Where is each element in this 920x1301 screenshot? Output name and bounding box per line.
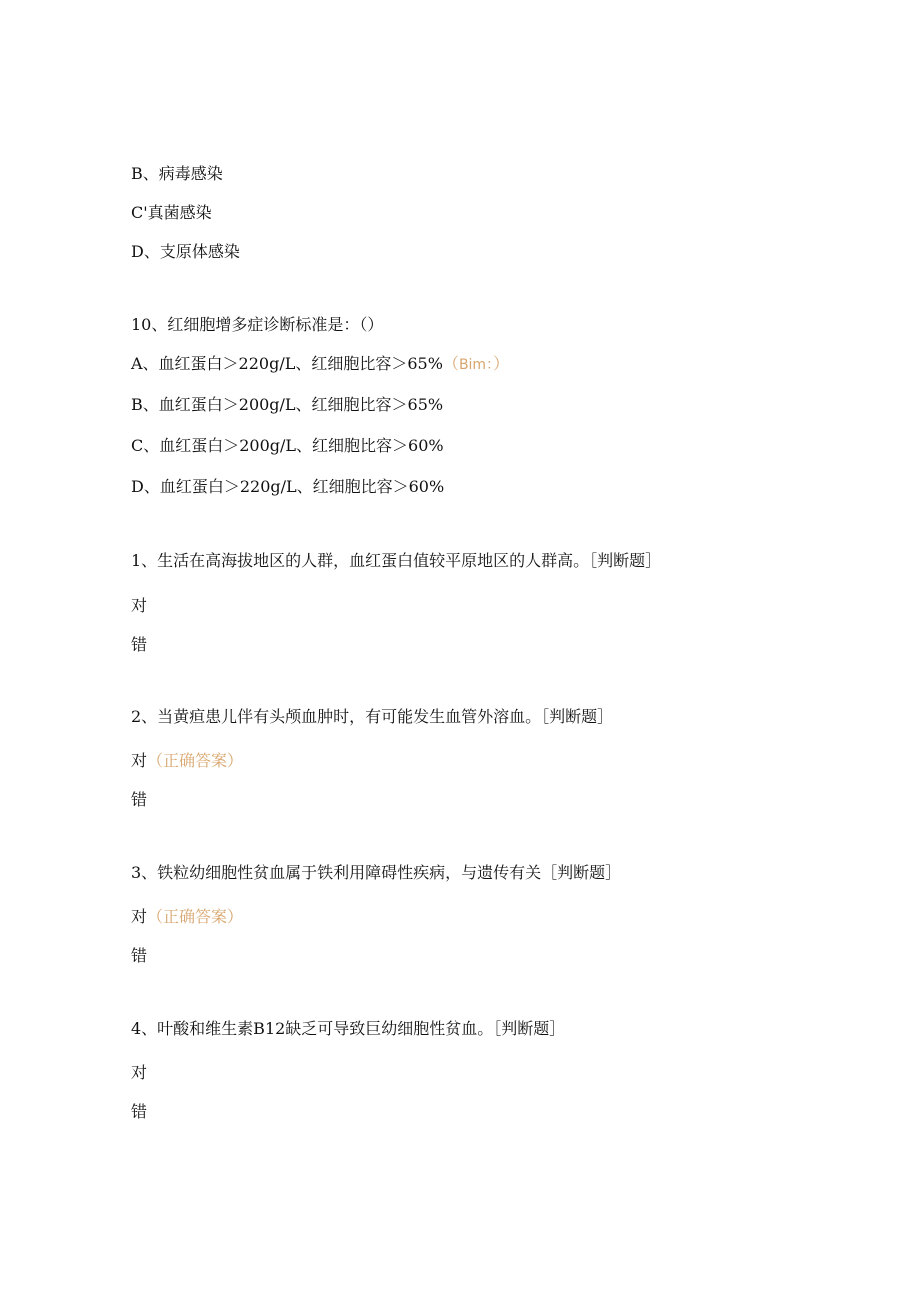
q9-option-c: C'真菌感染	[131, 203, 212, 222]
q10-option-c: C、血红蛋白＞200g∕L、红细胞比容＞60%	[131, 436, 444, 455]
tf2-stem: 2、当黄疸患儿伴有头颅血肿时，有可能发生血管外溶血。［判断题］	[131, 707, 614, 726]
q10-option-a-answer-tag: Bim：	[458, 357, 494, 373]
q10-option-a-paren-close: ）	[493, 354, 510, 373]
q9-option-b: B、病毒感染	[131, 164, 223, 183]
tf4-option-true	[131, 1063, 147, 1083]
tf1-option-true	[131, 596, 147, 616]
tf4-stem: 4、叶酸和维生素B12缺乏可导致巨幼细胞性贫血。［判断题］	[131, 1019, 566, 1038]
tf2-true-label: 对	[131, 751, 148, 770]
tf2-option-true	[131, 751, 243, 771]
tf1-true-label: 对	[131, 596, 148, 615]
tf3-option-true	[131, 907, 243, 927]
tf3-option-false: 错	[131, 946, 148, 965]
tf1-stem: 1、生活在高海拔地区的人群，血红蛋白值较平原地区的人群高。［判断题］	[131, 551, 662, 570]
q10-option-a	[131, 354, 509, 375]
tf1-option-false: 错	[131, 635, 148, 654]
q10-option-a-text: A、血红蛋白＞220g∕L、红细胞比容＞65%	[131, 354, 443, 373]
tf2-option-false: 错	[131, 790, 148, 809]
tf3-true-label: 对	[131, 907, 148, 926]
q10-option-a-paren-open: （	[442, 354, 459, 373]
q9-option-d: D、支原体感染	[131, 242, 240, 261]
q10-option-d: D、血红蛋白＞220g∕L、红细胞比容＞60%	[131, 477, 445, 496]
q10-option-b: B、血红蛋白＞200g∕L、红细胞比容＞65%	[131, 395, 444, 414]
tf4-option-false: 错	[131, 1102, 148, 1121]
tf3-correct-answer-tag: （正确答案）	[147, 907, 244, 926]
tf2-correct-answer-tag: （正确答案）	[147, 751, 244, 770]
tf3-stem: 3、铁粒幼细胞性贫血属于铁利用障碍性疾病，与遗传有关［判断题］	[131, 863, 622, 882]
tf4-true-label: 对	[131, 1063, 148, 1082]
q10-stem: 10、红细胞增多症诊断标准是：（）	[131, 315, 384, 334]
